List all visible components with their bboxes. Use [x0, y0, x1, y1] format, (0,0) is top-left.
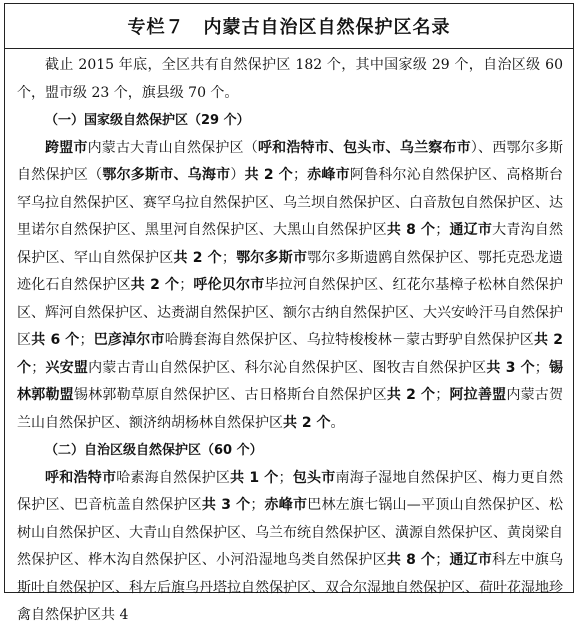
text-run: 内蒙古大青山自然保护区（	[87, 139, 258, 156]
bold-text-run: 共 2 个	[17, 332, 563, 376]
national-reserves-paragraph	[17, 135, 563, 438]
intro-paragraph: 截止 2015 年底，全区共有自然保护区 182 个，其中国家级 29 个，自治区级 60 个，盟市级 23 个，旗县级 70 个。	[17, 57, 563, 101]
bold-text-run: 跨盟市	[45, 139, 88, 156]
bold-text-run: 共 2 个	[130, 277, 180, 293]
text-run: 毕拉河自然保护区、红花尔基樟子松林自然保护区、辉河自然保护区、达赉湖自然保护区、额尔古纳自然保护区、大兴安岭汗马自然保护区	[17, 277, 564, 348]
text-run: 南海子湿地自然保护区、梅力更自然保护区、巴音杭盖自然保护区	[17, 469, 564, 513]
bold-text-run: 鄂尔多斯市	[235, 249, 308, 266]
text-run: ；	[31, 359, 46, 376]
bold-text-run: 共 6 个	[31, 332, 80, 348]
column-title: 专栏７ 内蒙古自治区自然保护区名录	[127, 17, 451, 38]
text-run: ；	[221, 249, 236, 266]
bold-text-run: 共 1 个	[230, 469, 279, 486]
text-run: ；	[292, 167, 307, 183]
text-run: ；	[534, 359, 549, 376]
bold-text-run: 赤峰市	[306, 167, 350, 183]
text-run: ；	[435, 222, 450, 238]
autonomous-reserves-paragraph	[17, 465, 563, 630]
column-content	[17, 52, 563, 630]
bold-text-run: 呼和浩特市、包头市、乌兰察布市	[257, 139, 471, 156]
text-run: 科左中旗乌斯吐自然保护区、科左后旗乌丹塔拉自然保护区、双合尔湿地自然保护区、荷叶花湿地珍禽自然保护区共 4	[17, 552, 564, 623]
text-run: ；	[250, 497, 265, 513]
bold-text-run: 包头市	[292, 469, 336, 486]
bold-text-run: 呼伦贝尔市	[193, 277, 265, 293]
text-run: 阿鲁科尔沁自然保护区、高格斯台罕乌拉自然保护区、赛罕乌拉自然保护区、乌兰坝自然保护区、白音敖包自然保护区、达里诺尔自然保护区、黑里河自然保护区、大黑山自然保护区	[17, 167, 564, 238]
title-bar	[5, 4, 573, 49]
section-heading-autonomous: （二）自治区级自然保护区（60 个）	[45, 443, 263, 458]
text-run: ；	[278, 469, 293, 486]
text-run: ）、西鄂尔多斯自然保护区（	[17, 139, 564, 183]
bold-text-run: 共 8 个	[386, 222, 436, 238]
text-run: 内蒙古青山自然保护区、科尔沁自然保护区、图牧吉自然保护区	[88, 359, 487, 376]
text-run: ）	[230, 167, 245, 183]
bold-text-run: 鄂尔多斯市、乌海市	[102, 167, 231, 183]
bold-text-run: 锡林郭勒盟	[17, 359, 564, 403]
bold-text-run: 共 3 个	[486, 359, 535, 376]
text-run: 巴林左旗七锅山—平顶山自然保护区、松树山自然保护区、大青山自然保护区、乌兰布统自然保护区、潢源自然保护区、黄岗梁自然保护区、桦木沟自然保护区、小河沿湿地鸟类自然保护区	[17, 497, 564, 568]
bold-text-run: 阿拉善盟	[449, 387, 507, 403]
text-run: ；	[435, 387, 450, 403]
bold-text-run: 通辽市	[449, 222, 493, 238]
text-run: 锡林郭勒草原自然保护区、古日格斯台自然保护区	[73, 387, 387, 403]
bold-text-run: 通辽市	[449, 552, 493, 568]
column-box	[4, 3, 574, 623]
text-run: ；	[435, 552, 450, 568]
text-run: 内蒙古贺兰山自然保护区、额济纳胡杨林自然保护区	[17, 387, 564, 431]
text-run: 哈素海自然保护区	[116, 469, 231, 486]
section-heading-national: （一）国家级自然保护区（29 个）	[45, 113, 250, 128]
text-run: ；	[179, 277, 194, 293]
bold-text-run: 共 3 个	[201, 497, 251, 513]
text-run: 。	[330, 414, 345, 431]
bold-text-run: 呼和浩特市	[45, 469, 117, 486]
bold-text-run: 共 2 个	[244, 167, 293, 183]
bold-text-run: 赤峰市	[264, 497, 308, 513]
bold-text-run: 共 2 个	[386, 387, 436, 403]
bold-text-run: 兴安盟	[45, 359, 89, 376]
text-run: 大青沟自然保护区、罕山自然保护区	[17, 222, 564, 266]
bold-text-run: 共 2 个	[173, 249, 222, 266]
text-run: 哈腾套海自然保护区、乌拉特梭梭林－蒙古野驴自然保护区	[164, 332, 534, 348]
bold-text-run: 共 8 个	[386, 552, 436, 568]
bold-text-run: 共 2 个	[283, 414, 331, 431]
text-run: 鄂尔多斯遗鸥自然保护区、鄂托克恐龙遗迹化石自然保护区	[17, 249, 564, 293]
bold-text-run: 巴彦淖尔市	[93, 332, 165, 348]
text-run: ；	[79, 332, 94, 348]
